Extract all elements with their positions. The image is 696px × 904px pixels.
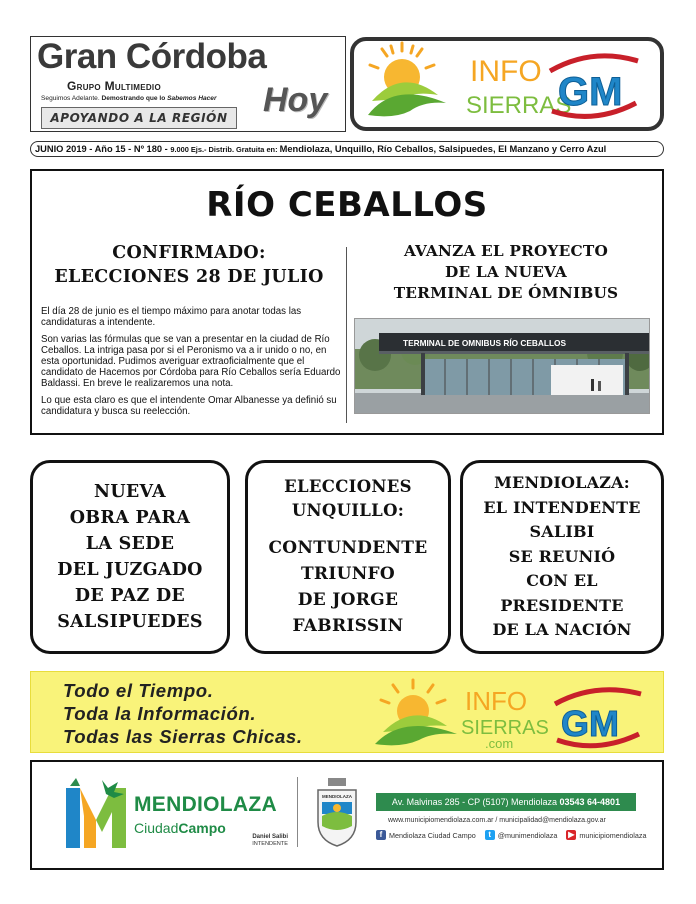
facebook-link[interactable]: f Mendiolaza Ciudad Campo [376,830,476,840]
issue-info-bar [30,141,664,157]
info-sierras-logo-box[interactable] [350,37,664,131]
article-paragraph: Lo que esta claro es que el intendente Omar Albanesse ya definió su candidatura y busca su reelección. [41,395,337,417]
info-sierras-logo [354,41,660,127]
svg-text:INFO: INFO [465,686,528,716]
masthead-left [30,36,346,132]
footer-divider [297,777,298,847]
mendiolaza-ad[interactable] [30,760,664,870]
card-kicker: ELECCIONES UNQUILLO: [284,477,412,520]
hoy-wordmark: Hoy [263,81,328,119]
terminal-rendering-image [354,318,650,414]
elections-article-body [41,306,341,423]
ciudad-campo-tagline: CiudadCampo [134,820,226,836]
card-headline: NUEVA OBRA PARA LA SEDE DEL JUZGADO DE PAZ DE SALSIPUEDES [57,482,203,632]
svg-text:INFO: INFO [470,55,542,88]
copies-info: 9.000 Ejs.- Distrib. Gratuita en: [170,145,280,154]
mendiolaza-meeting-card[interactable] [460,460,664,654]
svg-text:GM: GM [561,703,619,744]
mayor-signature: Daniel Salibi INTENDENTE [252,834,288,847]
svg-text:.com: .com [485,736,514,750]
svg-text:SIERRAS: SIERRAS [466,92,572,119]
svg-text:TERMINAL DE OMNIBUS RÍO CEBALL: TERMINAL DE OMNIBUS RÍO CEBALLOS [403,338,567,348]
card-headline: MENDIOLAZA: EL INTENDENTE SALIBI SE REUNIÓ CON EL PRESIDENTE DE LA NACIÓN [483,473,641,640]
newspaper-title: Gran Córdoba [37,37,267,76]
edition-info: JUNIO 2019 - Año 15 - Nº 180 - [35,144,171,154]
youtube-link[interactable]: ▶ municipiomendiolaza [568,830,647,840]
card-headline: CONTUNDENTE TRIUNFO DE JORGE FABRISSIN [268,538,428,636]
facebook-icon: f [376,830,386,840]
address-bar: Av. Malvinas 285 - CP (5107) Mendiolaza 03543 64-4801 [376,793,636,811]
youtube-icon: ▶ [568,830,575,839]
article-paragraph: El día 28 de junio es el tiempo máximo para anotar todas las candidaturas a intendente. [41,306,302,328]
mendiolaza-wordmark: MENDIOLAZA [134,793,277,816]
unquillo-elections-card[interactable] [245,460,451,654]
twitter-icon: t [485,830,495,840]
salsipuedes-court-card[interactable] [30,460,230,654]
web-email-line[interactable]: www.municipiomendiolaza.com.ar / municipalidad@mendiolaza.gov.ar [388,817,606,824]
social-links [376,830,655,840]
banner-slogan: Todo el Tiempo. Toda la Información. Todas las Sierras Chicas. [63,680,303,747]
info-sierras-banner[interactable] [30,671,664,753]
article-paragraph: Son varias las fórmulas que se van a presentar en la ciudad de Río Ceballos. La intriga pasa por si el Peronismo va a ir unido o no, en esta oportunidad. Pudimos averiguar extraoficialmente que el candidato de Hacemos por Córdoba para Río Ceballos sería Eduardo Baldassi. En breve le realizaremos una nota. [41,334,341,389]
info-sierras-logo [361,678,661,750]
section-headline: RÍO CEBALLOS [206,185,488,225]
distribution-places: Mendiolaza, Unquillo, Río Ceballos, Salsipuedes, El Manzano y Cerro Azul [279,144,607,154]
group-name: Grupo Multimedio [67,79,161,93]
slogan: Seguimos Adelante. Demostrando que lo Sabemos Hacer [41,95,217,102]
svg-text:GM: GM [558,70,623,114]
svg-text:MENDIOLAZA: MENDIOLAZA [322,794,352,799]
region-badge: APOYANDO A LA REGIÓN [41,107,237,129]
terminal-headline[interactable]: AVANZA EL PROYECTO DE LA NUEVA TERMINAL DE ÓMNIBUS [393,242,619,302]
rio-ceballos-section [30,169,664,435]
column-divider [346,247,347,423]
municipal-seal-icon [312,776,362,848]
mendiolaza-m-logo [62,776,130,850]
twitter-link[interactable]: t @munimendiolaza [485,830,558,840]
svg-text:SIERRAS: SIERRAS [461,717,549,739]
elections-headline[interactable]: CONFIRMADO: ELECCIONES 28 DE JULIO [54,243,324,287]
